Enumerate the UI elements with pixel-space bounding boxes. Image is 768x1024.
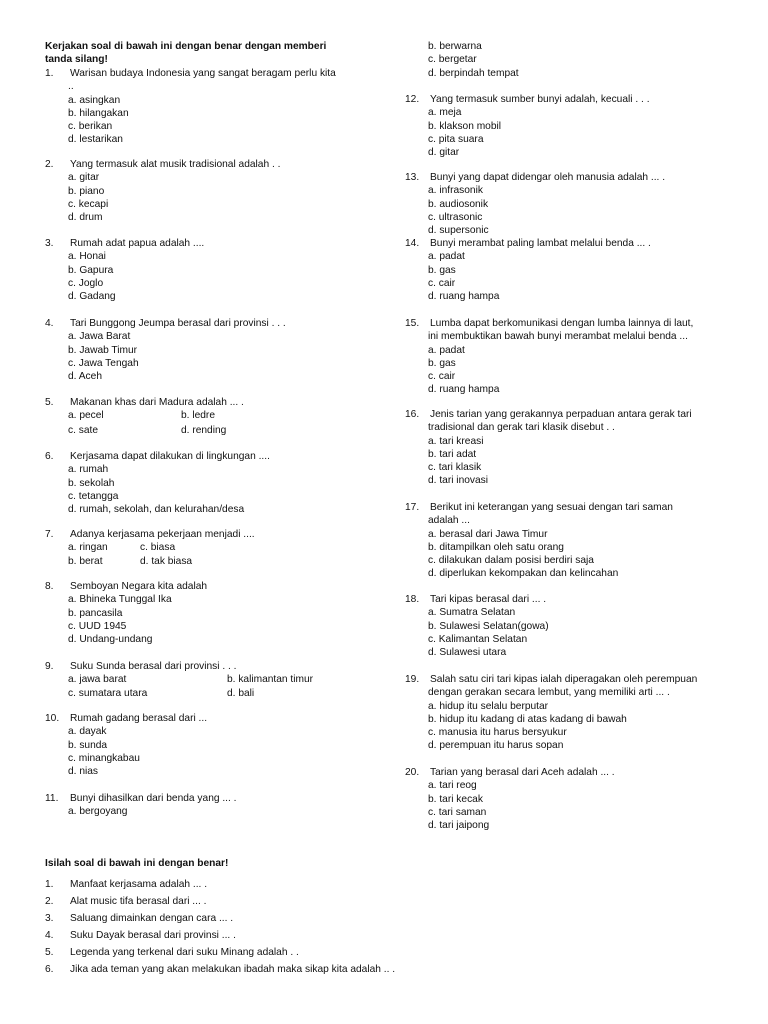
option-d[interactable]: d. Sulawesi utara — [428, 647, 507, 659]
option-a[interactable]: a. padat — [428, 251, 465, 263]
option-d[interactable]: d. ruang hampa — [428, 384, 500, 396]
option-c[interactable]: c. kecapi — [68, 198, 109, 210]
question-number: 14. — [405, 238, 420, 249]
question-number: 12. — [405, 94, 420, 105]
option-c[interactable]: c. biasa — [140, 542, 176, 554]
option-c[interactable]: c. Jawa Tengah — [68, 357, 139, 369]
question-text: Yang termasuk alat musik tradisional adalah . . — [70, 159, 281, 170]
essay-text: Saluang dimainkan dengan cara ... . — [70, 913, 234, 924]
question-text-cont: dengan gerakan secara lembut, yang memiliki arti ... . — [428, 687, 670, 699]
option-a[interactable]: a. Bhineka Tunggal Ika — [68, 594, 172, 606]
option-b[interactable]: b. berwarna — [428, 41, 482, 52]
option-b[interactable]: b. Gapura — [68, 264, 114, 276]
question-text: Tari Bunggong Jeumpa berasal dari provinsi . . . — [70, 318, 286, 329]
question-text-cont: ini membuktikan bawah bunyi merambat melalui benda ... — [428, 331, 688, 343]
option-b[interactable]: b. sunda — [68, 739, 108, 751]
question-text: Yang termasuk sumber bunyi adalah, kecuali . . . — [430, 94, 650, 105]
option-b[interactable]: b. sekolah — [68, 477, 115, 489]
question-number: 17. — [405, 502, 420, 513]
option-c[interactable]: c. dilakukan dalam posisi berdiri saja — [428, 555, 594, 567]
option-d[interactable]: d. tari jaipong — [428, 820, 490, 832]
option-d[interactable]: d. Gadang — [68, 291, 116, 303]
option-b[interactable]: b. tari adat — [428, 448, 477, 460]
question-text: Semboyan Negara kita adalah — [70, 581, 208, 592]
option-d[interactable]: d. rending — [181, 424, 227, 436]
essay-text: Manfaat kerjasama adalah ... . — [70, 879, 208, 890]
option-a[interactable]: a. berasal dari Jawa Timur — [428, 528, 548, 540]
option-c[interactable]: c. Joglo — [68, 277, 104, 289]
essay-text: Jika ada teman yang akan melakukan ibadah maka sikap kita adalah .. . — [70, 964, 396, 975]
option-a[interactable]: a. bergoyang — [68, 806, 128, 818]
option-a[interactable]: a. hidup itu selalu berputar — [428, 700, 549, 712]
option-c[interactable]: c. cair — [428, 371, 456, 383]
option-b[interactable]: b. Sulawesi Selatan(gowa) — [428, 620, 549, 632]
essay-number: 2. — [45, 896, 54, 907]
question-text: Salah satu ciri tari kipas ialah diperagakan oleh perempuan — [430, 674, 698, 685]
option-b[interactable]: b. kalimantan timur — [227, 674, 314, 686]
question-text: Adanya kerjasama pekerjaan menjadi .... — [70, 529, 255, 540]
question-text: Bunyi yang dapat didengar oleh manusia adalah ... . — [430, 172, 666, 183]
question-text-cont: tradisional dan gerak tari klasik disebut . . — [428, 422, 615, 434]
question-number: 9. — [45, 661, 54, 672]
question-text: Tarian yang berasal dari Aceh adalah ... . — [430, 767, 615, 778]
section1-instruction — [45, 40, 326, 67]
option-c[interactable]: c. sumatara utara — [68, 687, 148, 699]
option-d[interactable]: d. rumah, sekolah, dan kelurahan/desa — [68, 504, 245, 516]
option-a[interactable]: a. asingkan — [68, 94, 121, 106]
instruction-line: Kerjakan soal di bawah ini dengan benar dengan memberi — [45, 41, 327, 52]
option-a[interactable]: a. gitar — [68, 172, 100, 184]
question-text-cont: adalah ... — [428, 515, 470, 527]
option-a[interactable]: a. Jawa Barat — [68, 331, 131, 343]
question-number: 5. — [45, 397, 54, 408]
option-a[interactable]: a. Sumatra Selatan — [428, 607, 516, 619]
question-number: 11. — [45, 793, 59, 804]
option-b[interactable]: b. gas — [428, 264, 456, 276]
option-c[interactable]: c. berikan — [68, 121, 113, 133]
option-a[interactable]: a. jawa barat — [68, 674, 127, 686]
option-a[interactable]: a. ringan — [68, 542, 108, 554]
option-d[interactable]: d. tari inovasi — [428, 475, 489, 487]
instruction-line: tanda silang! — [45, 54, 108, 66]
question-text: Rumah adat papua adalah .... — [70, 238, 205, 249]
option-d[interactable]: d. lestarikan — [68, 134, 123, 146]
essay-text: Legenda yang terkenal dari suku Minang adalah . . — [70, 947, 299, 958]
option-a[interactable]: a. tari kreasi — [428, 435, 484, 447]
option-b[interactable]: b. Jawab Timur — [68, 344, 138, 356]
option-c[interactable]: c. Kalimantan Selatan — [428, 633, 528, 645]
option-b[interactable]: b. hilangakan — [68, 107, 129, 119]
essay-text: Suku Dayak berasal dari provinsi ... . — [70, 930, 236, 941]
option-a[interactable]: a. padat — [428, 344, 465, 356]
essay-number: 5. — [45, 947, 54, 958]
question-text: Suku Sunda berasal dari provinsi . . . — [70, 661, 237, 672]
option-b[interactable]: b. hidup itu kadang di atas kadang di bawah — [428, 713, 627, 725]
option-b[interactable]: b. audiosonik — [428, 198, 489, 210]
option-a[interactable]: a. rumah — [68, 464, 109, 476]
option-c[interactable]: c. ultrasonic — [428, 211, 483, 223]
question-text: Tari kipas berasal dari ... . — [430, 594, 547, 605]
question-number: 16. — [405, 409, 420, 420]
option-b[interactable]: b. piano — [68, 185, 105, 197]
question-number: 20. — [405, 767, 420, 778]
question-number: 13. — [405, 172, 420, 183]
option-b[interactable]: b. berat — [68, 555, 103, 567]
option-d[interactable]: d. berpindah tempat — [428, 67, 519, 79]
question-text: Bunyi merambat paling lambat melalui benda ... . — [430, 238, 651, 249]
option-c[interactable]: c. bergetar — [428, 54, 477, 66]
option-a[interactable]: a. meja — [428, 107, 462, 119]
option-c[interactable]: c. manusia itu harus bersyukur — [428, 727, 567, 739]
question-number: 4. — [45, 318, 54, 329]
option-b[interactable]: b. gas — [428, 357, 456, 369]
option-a[interactable]: a. infrasonik — [428, 185, 483, 197]
question-text: Rumah gadang berasal dari ... — [70, 713, 208, 724]
question-text: Bunyi dihasilkan dari benda yang ... . — [70, 793, 237, 804]
option-a[interactable]: a. dayak — [68, 726, 107, 738]
section2-instruction: Isilah soal di bawah ini dengan benar! — [45, 858, 229, 869]
option-d[interactable]: d. perempuan itu harus sopan — [428, 740, 564, 752]
option-c[interactable]: c. tetangga — [68, 490, 119, 502]
option-d[interactable]: d. Undang-undang — [68, 634, 153, 646]
option-d[interactable]: d. tak biasa — [140, 555, 193, 567]
option-a[interactable]: a. Honai — [68, 251, 106, 263]
option-b[interactable]: b. ditampilkan oleh satu orang — [428, 541, 564, 553]
option-b[interactable]: b. tari kecak — [428, 793, 483, 805]
question-text: Berikut ini keterangan yang sesuai dengan tari saman — [430, 502, 673, 513]
question-text: Warisan budaya Indonesia yang sangat beragam perlu kita — [70, 68, 336, 79]
option-d[interactable]: d. supersonic — [428, 225, 489, 237]
question-number: 7. — [45, 529, 54, 540]
question-number: 19. — [405, 674, 420, 685]
question-number: 6. — [45, 451, 54, 462]
option-d[interactable]: d. ruang hampa — [428, 291, 500, 303]
question-number: 18. — [405, 594, 420, 605]
option-c[interactable]: c. minangkabau — [68, 752, 140, 764]
question-number: 10. — [45, 713, 60, 724]
option-c[interactable]: c. tari saman — [428, 806, 487, 818]
option-b[interactable]: b. pancasila — [68, 607, 123, 619]
option-a[interactable]: a. tari reog — [428, 780, 477, 792]
option-c[interactable]: c. sate — [68, 424, 99, 436]
essay-number: 3. — [45, 913, 54, 924]
option-c[interactable]: c. UUD 1945 — [68, 620, 127, 632]
option-c[interactable]: c. pita suara — [428, 133, 484, 145]
option-d[interactable]: d. gitar — [428, 147, 460, 159]
essay-number: 4. — [45, 930, 54, 941]
option-c[interactable]: c. cair — [428, 277, 456, 289]
option-d[interactable]: d. bali — [227, 687, 255, 699]
option-d[interactable]: d. drum — [68, 212, 103, 224]
question-text: Kerjasama dapat dilakukan di lingkungan .... — [70, 451, 270, 462]
question-number: 3. — [45, 238, 54, 249]
option-d[interactable]: d. diperlukan kekompakan dan kelincahan — [428, 568, 619, 580]
question-text-cont: .. — [68, 81, 74, 93]
question-text: Makanan khas dari Madura adalah ... . — [70, 397, 244, 408]
question-text: Lumba dapat berkomunikasi dengan lumba lainnya di laut, — [430, 318, 694, 329]
option-b[interactable]: b. ledre — [181, 410, 215, 422]
question-text: Jenis tarian yang gerakannya perpaduan antara gerak tari — [430, 409, 692, 420]
question-number: 2. — [45, 159, 54, 170]
option-c[interactable]: c. tari klasik — [428, 462, 482, 474]
question-number: 15. — [405, 318, 420, 329]
question-number: 8. — [45, 581, 54, 592]
essay-number: 6. — [45, 964, 54, 975]
option-b[interactable]: b. klakson mobil — [428, 120, 502, 132]
essay-number: 1. — [45, 879, 54, 890]
question-number: 1. — [45, 68, 54, 79]
option-a[interactable]: a. pecel — [68, 410, 104, 422]
option-d[interactable]: d. nias — [68, 766, 99, 778]
option-d[interactable]: d. Aceh — [68, 371, 102, 383]
essay-text: Alat music tifa berasal dari ... . — [70, 896, 207, 907]
